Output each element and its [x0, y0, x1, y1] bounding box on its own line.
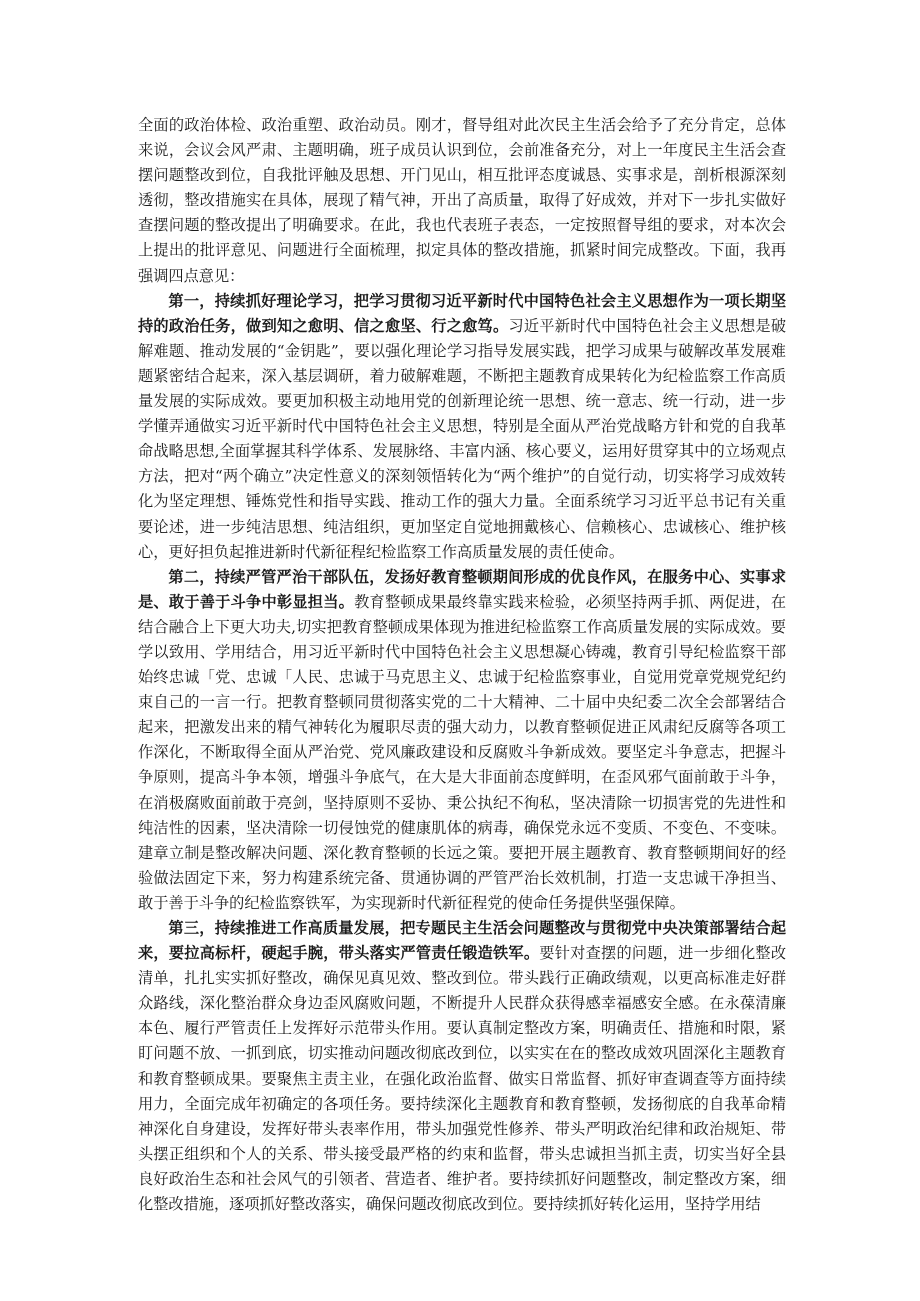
- intro-paragraph: 全面的政治体检、政治重塑、政治动员。刚才，督导组对此次民主生活会给予了充分肯定，总体来说，会议会风严肃、主题明确，班子成员认识到位，会前准备充分，对上一年度民主生活会查摆问题整改到位，自我批评触及思想、开门见山，相互批评态度诚恳、实事求是，剖析根源深刻透彻，整改措施实在具体，展现了精气神，开出了高质量，取得了好成效，并对下一步扎实做好查摆问题的整改提出了明确要求。在此，我也代表班子表态，一定按照督导组的要求，对本次会上提出的批评意见、问题进行全面梳理，拟定具体的整改措施，抓紧时间完成整改。下面，我再强调四点意见：: [138, 116, 786, 285]
- section-3-heading: 第三，持续推进工作高质量发展，把专题民主生活会问题整改与贯彻党中央决策部署结合起来，要拉高标杆，硬起手腕，带头落实严管责任锻造铁军。: [138, 919, 786, 963]
- section-1-body: 习近平新时代中国特色社会主义思想是破解难题、推动发展的“金钥匙”，要以强化理论学习指导发展实践，把学习成果与破解改革发展难题紧密结合起来，深入基层调研，着力破解难题，不断把主题教育成果转化为纪检监察工作高质量发展的实际成效。要更加积极主动地用党的创新理论统一思想、统一意志、统一行动，进一步学懂弄通做实习近平新时代中国特色社会主义思想，特别是全面从严治党战略方针和党的自我革命战略思想,全面掌握其科学体系、发展脉络、丰富内涵、核心要义，运用好贯穿其中的立场观点方法，把对“两个确立”决定性意义的深刻领悟转化为“两个维护”的自觉行动，切实将学习成效转化为坚定理想、锤炼党性和指导实践、推动工作的强大力量。全面系统学习习近平总书记有关重要论述，进一步纯洁思想、纯洁组织，更加坚定自觉地拥戴核心、信赖核心、忠诚核心、维护核心，更好担负起推进新时代新征程纪检监察工作高质量发展的责任使命。: [138, 316, 787, 561]
- document-page: [138, 113, 786, 1217]
- section-3-body: 要针对查摆的问题，进一步细化整改清单，扎扎实实抓好整改，确保见真见效、整改到位。带头践行正确政绩观，以更高标准走好群众路线，深化整治群众身边歪风腐败问题，不断提升人民群众获得感幸福感安全感。在永葆清廉本色、履行严管责任上发挥好示范带头作用。要认真制定整改方案，明确责任、措施和时限，紧盯问题不放、一抓到底，切实推动问题改彻底改到位，以实实在在的整改成效巩固深化主题教育和教育整顿成果。要聚焦主责主业，在强化政治监督、做实日常监督、抓好审查调查等方面持续用力，全面完成年初确定的各项任务。要持续深化主题教育和教育整顿，发扬彻底的自我革命精神深化自身建设，发挥好带头表率作用，带头加强党性修养、带头严明政治纪律和政治规矩、带头摆正组织和个人的关系、带头接受最严格的约束和监督，带头忠诚担当抓主责，切实当好全县良好政治生态和社会风气的引领者、营造者、维护者。要持续抓好问题整改，制定整改方案，细化整改措施，逐项抓好整改落实，确保问题改彻底改到位。要持续抓好转化运用，坚持学用结: [138, 944, 787, 1214]
- section-3-paragraph: [138, 916, 786, 1217]
- section-1-heading: 第一，持续抓好理论学习，把学习贯彻习近平新时代中国特色社会主义思想作为一项长期坚持的政治任务，做到知之愈明、信之愈坚、行之愈笃。: [138, 291, 786, 335]
- section-1-paragraph: [138, 289, 786, 565]
- section-2-heading: 第二，持续严管严治干部队伍，发扬好教育整顿期间形成的优良作风，在服务中心、实事求是、敢于善于斗争中彰显担当。: [138, 567, 786, 611]
- section-2-body: 教育整顿成果最终靠实践来检验，必须坚持两手抓、两促进，在结合融合上下更大功夫,切实把教育整顿成果体现为推进纪检监察工作高质量发展的实际成效。要学以致用、学用结合，用习近平新时代中国特色社会主义思想凝心铸魂，教育引导纪检监察干部始终忠诚「党、忠诚「人民、忠诚于马克思主义、忠诚于纪检监察事业，自觉用党章党规党纪约束自己的一言一行。把教育整顿同贯彻落实党的二十大精神、二十届中央纪委二次全会部署结合起来，把激发出来的精气神转化为履职尽责的强大动力，以教育整顿促进正风肃纪反腐等各项工作深化，不断取得全面从严治党、党风廉政建设和反腐败斗争新成效。要坚定斗争意志，把握斗争原则，提高斗争本领，增强斗争底气，在大是大非面前态度鲜明，在歪风邪气面前敢于斗争，在消极腐败面前敢于亮剑，坚持原则不妥协、秉公执纪不徇私，坚决清除一切损害党的先进性和纯洁性的因素，坚决清除一切侵蚀党的健康肌体的病毒，确保党永远不变质、不变色、不变味。建章立制是整改解决问题、深化教育整顿的长远之策。要把开展主题教育、教育整顿期间好的经验做法固定下来，努力构建系统完备、贯通协调的严管严治长效机制，打造一支忠诚干净担当、敢于善于斗争的纪检监察铁军，为实现新时代新征程党的使命任务提供坚强保障。: [138, 592, 787, 912]
- section-2-paragraph: [138, 565, 786, 916]
